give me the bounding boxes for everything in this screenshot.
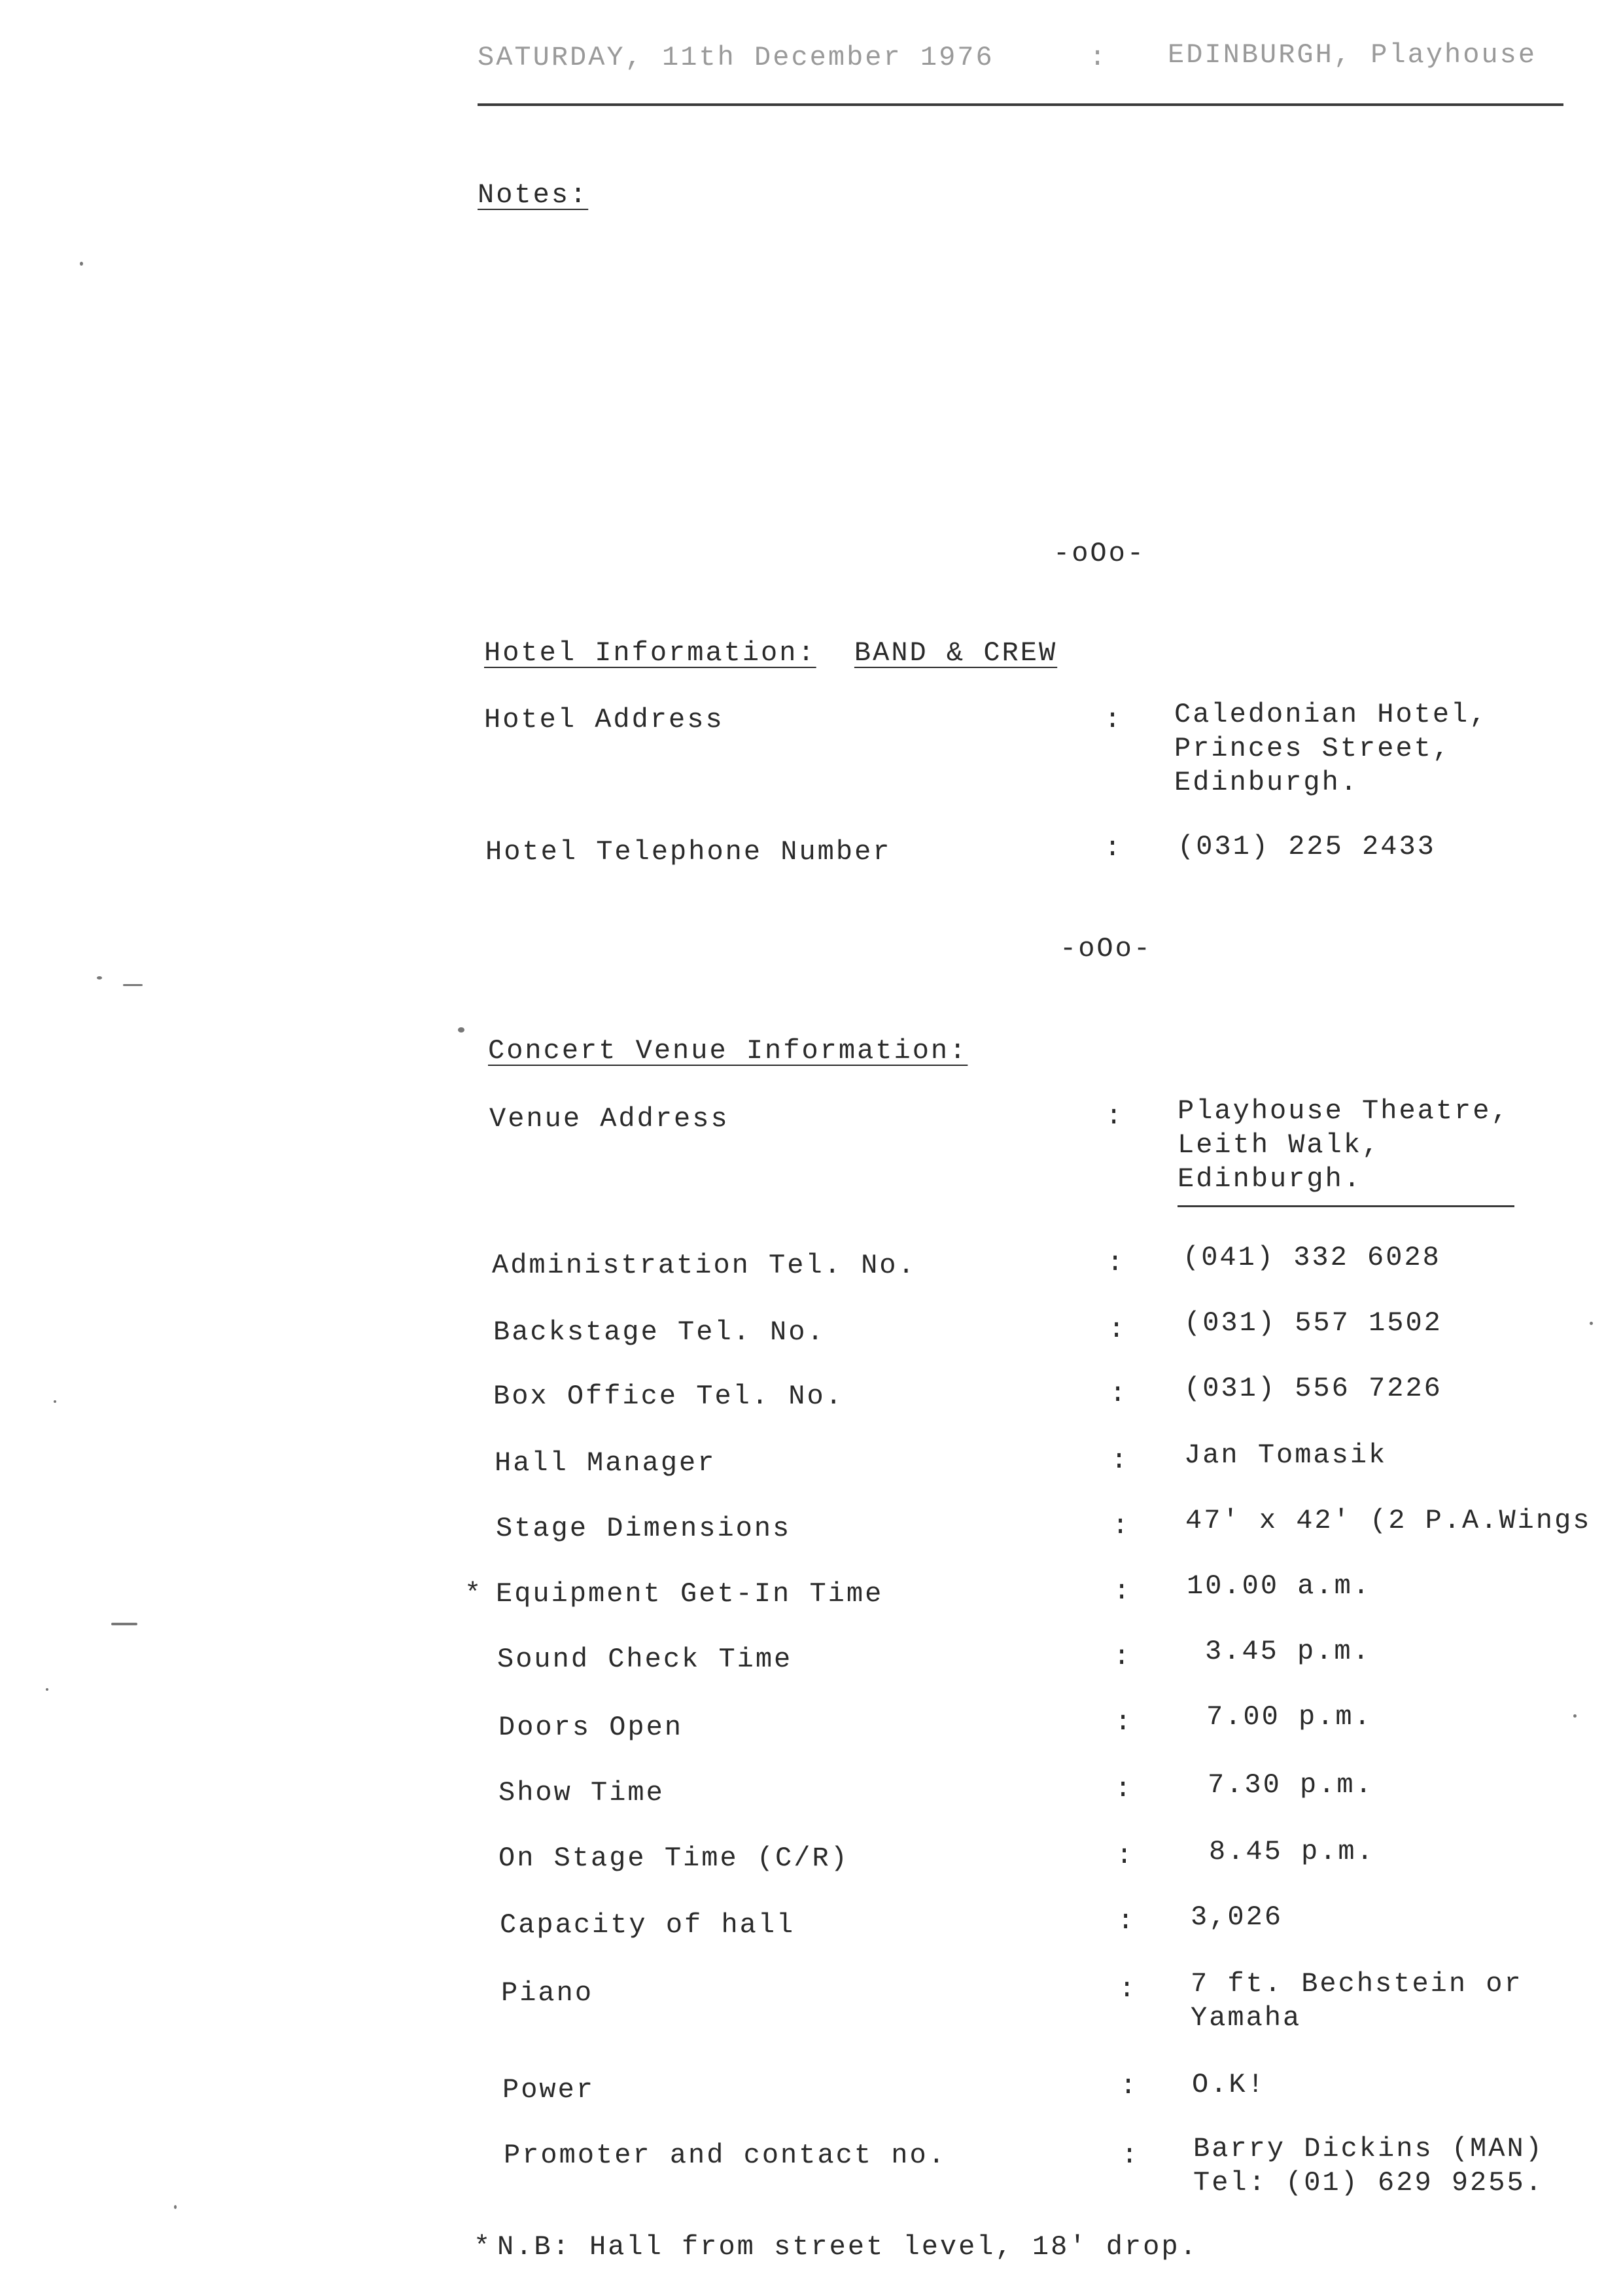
venue-row-boxoffice-value: (031) 556 7226	[1184, 1373, 1442, 1404]
divider-1: -oOo-	[1053, 538, 1146, 569]
venue-address-value	[1178, 1094, 1510, 1196]
scan-speck	[1590, 1322, 1593, 1325]
footnote-text: N.B: Hall from street level, 18' drop.	[497, 2231, 1198, 2263]
venue-row-onstage-value: 8.45 p.m.	[1209, 1836, 1375, 1867]
hotel-address-value	[1174, 698, 1488, 800]
promoter-line: Tel: (01) 629 9255.	[1193, 2167, 1544, 2199]
venue-row-admin-label: Administration Tel. No.	[492, 1250, 916, 1281]
venue-row-admin-value: (041) 332 6028	[1183, 1242, 1441, 1273]
venue-row-piano-value	[1191, 1967, 1523, 2035]
venue-row-colon: :	[1115, 1773, 1134, 1805]
venue-row-getin-label: Equipment Get-In Time	[496, 1578, 884, 1610]
venue-row-show-label: Show Time	[498, 1777, 665, 1809]
venue-row-backstage-value: (031) 557 1502	[1184, 1307, 1442, 1339]
venue-row-piano-label: Piano	[501, 1977, 594, 2009]
venue-address-line: Edinburgh.	[1178, 1163, 1363, 1195]
hotel-phone-label: Hotel Telephone Number	[485, 836, 892, 868]
venue-row-colon: :	[1108, 1314, 1127, 1345]
venue-row-doors-label: Doors Open	[498, 1712, 684, 1743]
venue-row-onstage-label: On Stage Time (C/R)	[498, 1843, 849, 1874]
hotel-heading-sub: BAND & CREW	[854, 637, 1058, 669]
hotel-phone-value: (031) 225 2433	[1178, 831, 1436, 862]
header-rule	[478, 103, 1563, 106]
venue-row-stage-value: 47' x 42' (2 P.A.Wings	[1185, 1505, 1592, 1536]
hotel-phone-colon: :	[1104, 832, 1123, 864]
scan-speck	[111, 1623, 137, 1625]
footnote-marker: *	[474, 2231, 493, 2263]
venue-row-colon: :	[1109, 1378, 1128, 1409]
hotel-address-label: Hotel Address	[484, 704, 724, 735]
venue-row-colon: :	[1121, 2140, 1140, 2171]
hotel-address-line: Caledonian Hotel,	[1174, 699, 1488, 730]
venue-row-backstage-label: Backstage Tel. No.	[493, 1316, 826, 1348]
venue-row-colon: :	[1113, 1576, 1132, 1607]
venue-row-colon: :	[1111, 1445, 1130, 1476]
scan-speck	[46, 1688, 48, 1691]
notes-label: Notes:	[478, 179, 589, 211]
venue-row-getin-marker: *	[464, 1578, 483, 1610]
venue-row-colon: :	[1107, 1247, 1126, 1279]
hotel-heading	[484, 636, 1057, 670]
venue-address-colon: :	[1106, 1101, 1125, 1132]
venue-row-show-value: 7.30 p.m.	[1208, 1769, 1374, 1801]
venue-address-line: Leith Walk,	[1178, 1129, 1381, 1161]
hotel-address-line: Edinburgh.	[1174, 767, 1359, 798]
venue-address-rule	[1178, 1205, 1514, 1207]
venue-row-soundcheck-label: Sound Check Time	[497, 1644, 793, 1675]
venue-row-power-value: O.K!	[1192, 2069, 1266, 2100]
venue-row-colon: :	[1115, 1706, 1134, 1738]
venue-address-label: Venue Address	[489, 1103, 729, 1135]
piano-line: 7 ft. Bechstein or	[1191, 1968, 1523, 2000]
header-date: SATURDAY, 11th December 1976	[478, 42, 994, 73]
venue-row-doors-value: 7.00 p.m.	[1206, 1701, 1372, 1733]
venue-row-colon: :	[1116, 1840, 1135, 1871]
hotel-address-line: Princes Street,	[1174, 733, 1452, 764]
header-separator: :	[1089, 42, 1108, 73]
venue-heading: Concert Venue Information:	[488, 1035, 968, 1067]
venue-address-line: Playhouse Theatre,	[1178, 1095, 1510, 1127]
venue-row-promoter-value	[1193, 2132, 1544, 2200]
header-venue: EDINBURGH, Playhouse	[1168, 39, 1537, 71]
scan-speck	[54, 1400, 56, 1403]
venue-row-colon: :	[1119, 1973, 1138, 2005]
promoter-line: Barry Dickins (MAN)	[1193, 2133, 1544, 2164]
venue-row-manager-value: Jan Tomasik	[1184, 1439, 1387, 1471]
venue-row-colon: :	[1112, 1510, 1131, 1542]
venue-row-capacity-value: 3,026	[1191, 1901, 1283, 1933]
divider-2: -oOo-	[1060, 933, 1153, 964]
hotel-address-colon: :	[1104, 704, 1123, 735]
venue-row-promoter-label: Promoter and contact no.	[504, 2140, 947, 2171]
scan-speck	[123, 984, 143, 986]
venue-row-colon: :	[1117, 1905, 1136, 1937]
scan-speck	[80, 262, 83, 266]
scan-speck	[174, 2205, 177, 2209]
venue-row-stage-label: Stage Dimensions	[496, 1513, 792, 1544]
venue-row-manager-label: Hall Manager	[495, 1447, 716, 1479]
scan-speck	[97, 976, 102, 980]
venue-row-colon: :	[1113, 1641, 1132, 1672]
venue-row-colon: :	[1120, 2070, 1139, 2102]
hotel-heading-title: Hotel Information:	[484, 637, 816, 669]
venue-row-boxoffice-label: Box Office Tel. No.	[493, 1381, 844, 1412]
piano-line: Yamaha	[1191, 2002, 1302, 2034]
venue-row-soundcheck-value: 3.45 p.m.	[1205, 1636, 1371, 1667]
venue-row-getin-value: 10.00 a.m.	[1187, 1570, 1372, 1602]
scan-speck	[1573, 1714, 1577, 1718]
scan-speck	[458, 1027, 464, 1033]
venue-row-power-label: Power	[502, 2074, 595, 2106]
venue-row-capacity-label: Capacity of hall	[500, 1909, 795, 1941]
